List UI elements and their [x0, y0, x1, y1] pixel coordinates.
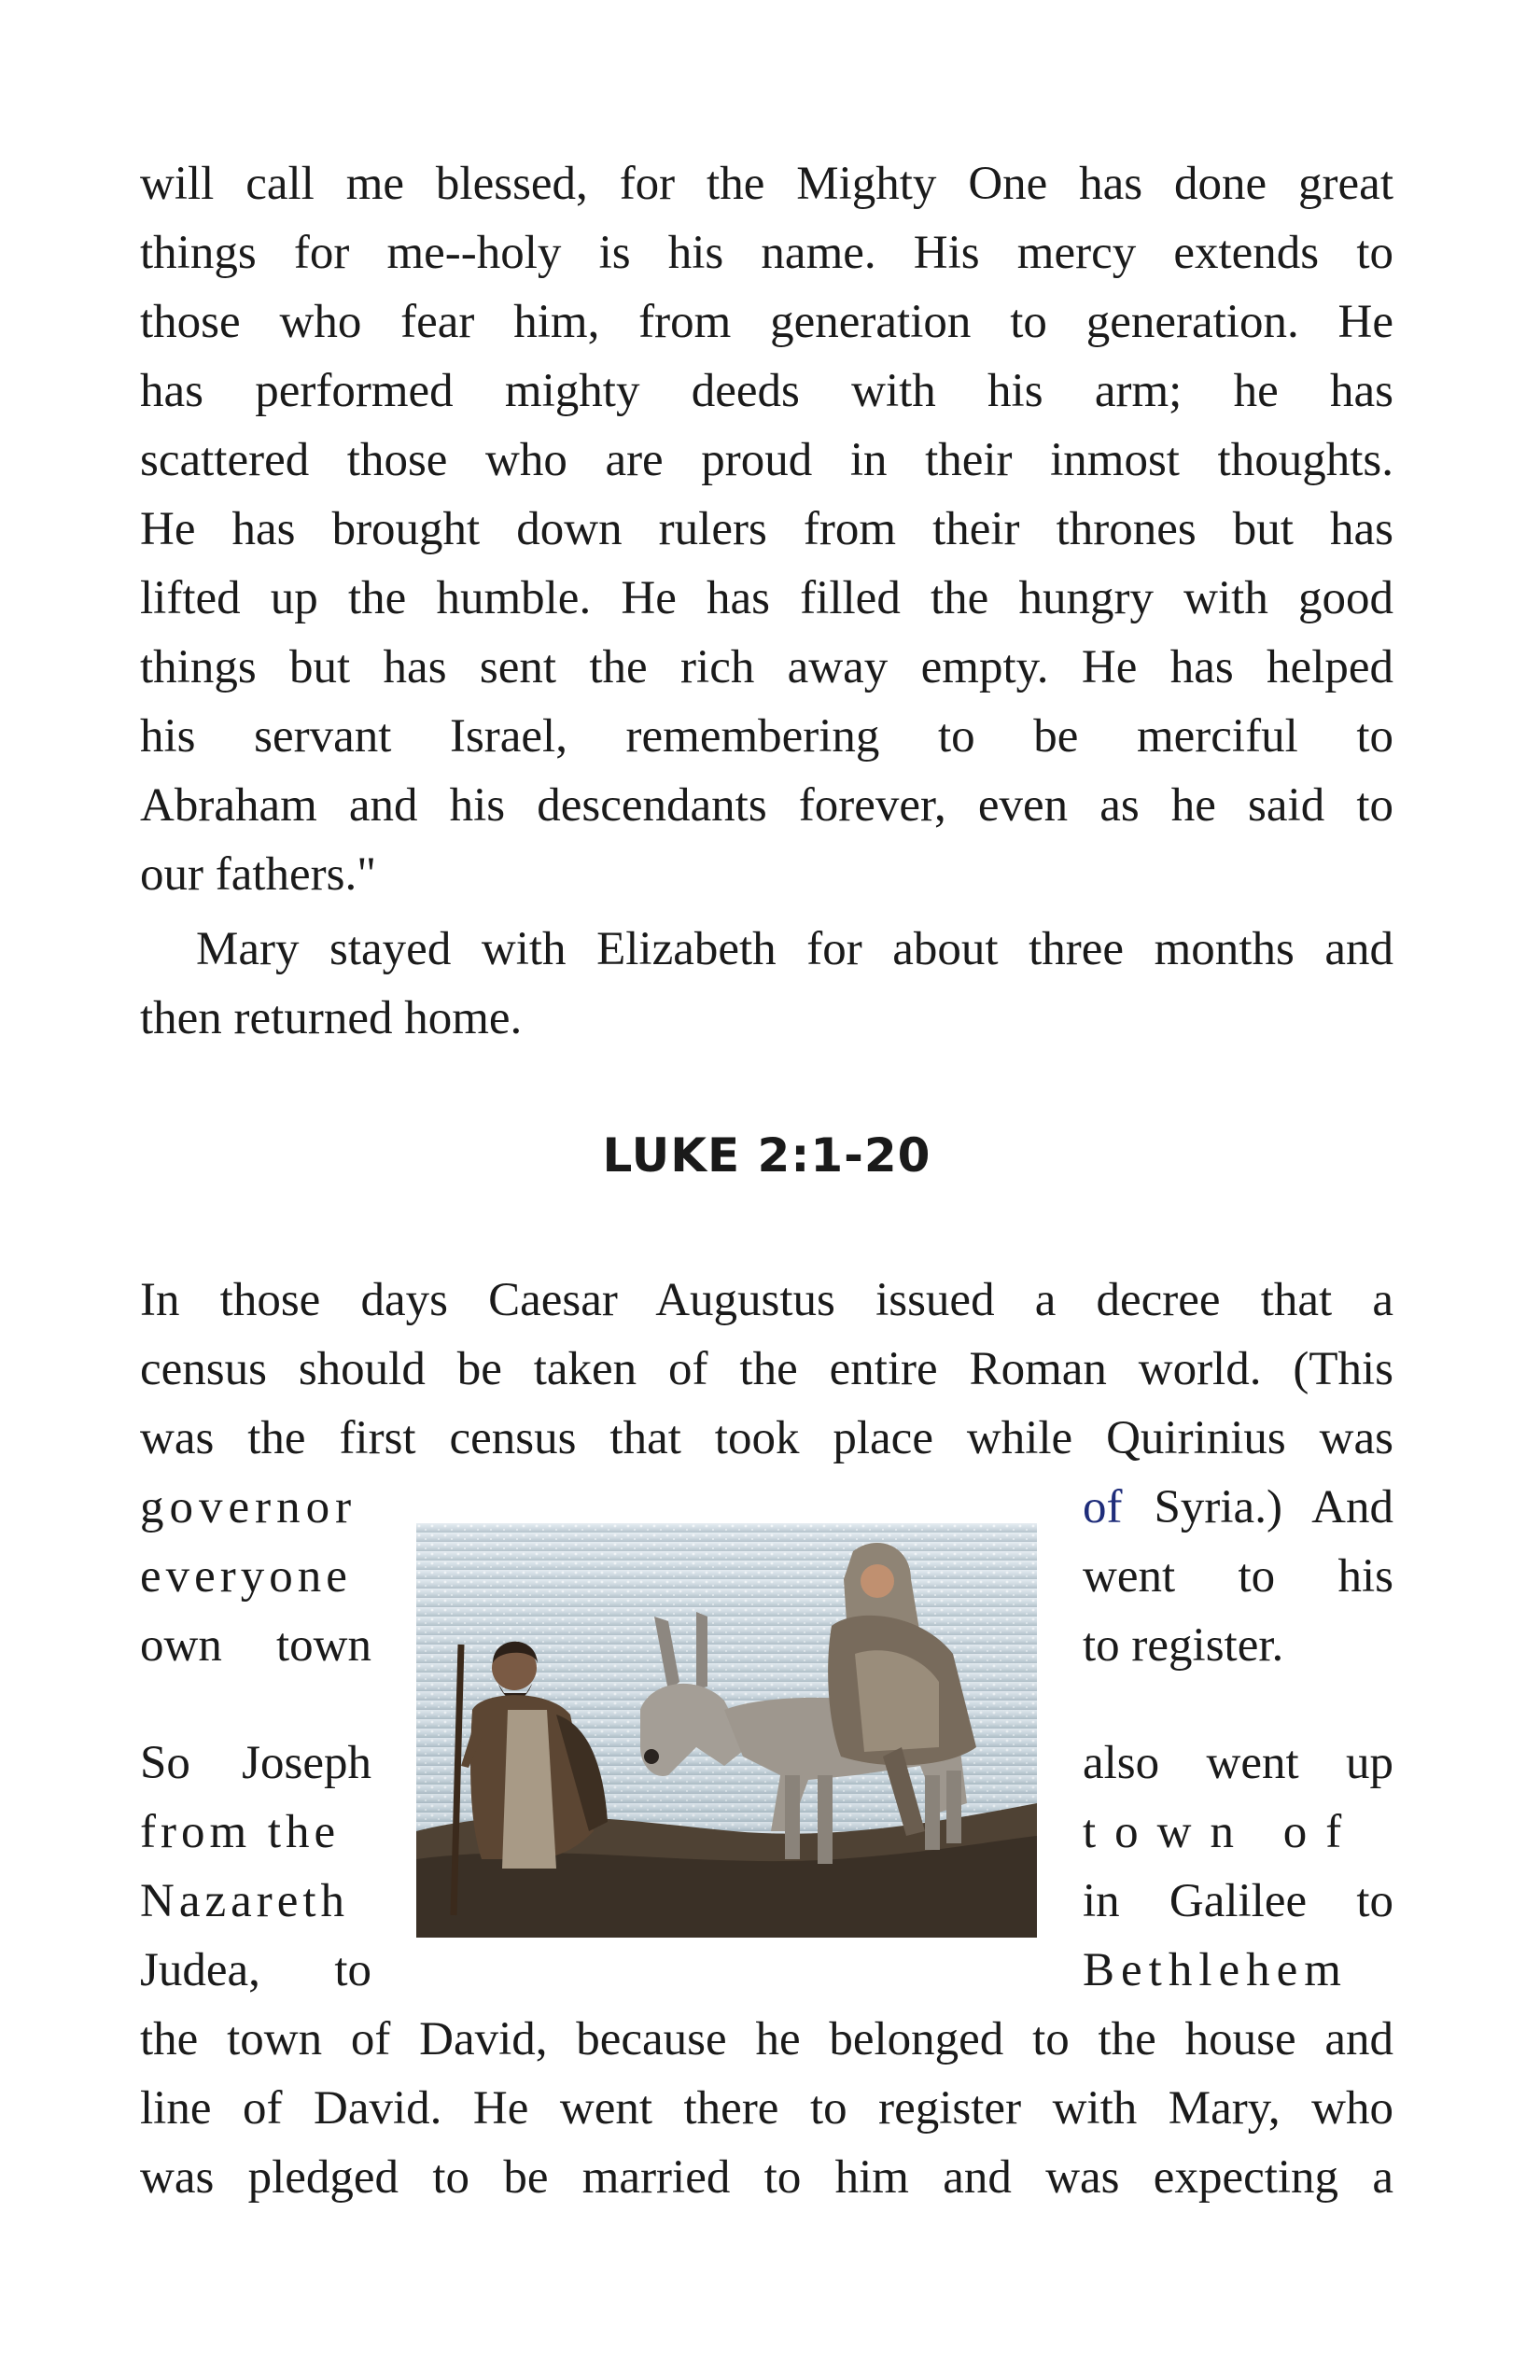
- text-line: was pledged to be married to him and was expecting a: [140, 2151, 1393, 2204]
- text-line: then returned home.: [140, 992, 523, 1044]
- nativity-journey-photo: [416, 1523, 1037, 1938]
- text-line: He has brought down rulers from their thrones but has: [140, 503, 1393, 555]
- text-line: lifted up the humble. He has filled the hungry with good: [140, 572, 1393, 624]
- text-line: Abraham and his descendants forever, even as he said to: [140, 779, 1393, 832]
- wrap-left-line: Nazareth: [140, 1875, 350, 1927]
- photo-illustration: [416, 1523, 1037, 1938]
- wrap-right-line: also went up: [1083, 1737, 1393, 1789]
- text-line: things for me--holy is his name. His mercy extends to: [140, 227, 1393, 279]
- wrap-right-line: went to his: [1083, 1550, 1393, 1603]
- wrap-right-line: in Galilee to: [1083, 1875, 1393, 1927]
- text-line: things but has sent the rich away empty. He has helped: [140, 641, 1393, 693]
- text-line: In those days Caesar Augustus issued a decree that a: [140, 1274, 1393, 1326]
- text-line: has performed mighty deeds with his arm; he has: [140, 365, 1393, 417]
- text-line: his servant Israel, remembering to be merciful to: [140, 710, 1393, 763]
- text-line: line of David. He went there to register with Mary, who: [140, 2082, 1393, 2135]
- text-line: our fathers.": [140, 848, 377, 901]
- text-line: Mary stayed with Elizabeth for about three months and: [196, 923, 1393, 975]
- text-line: census should be taken of the entire Roman world. (This: [140, 1343, 1393, 1395]
- text-line: will call me blessed, for the Mighty One has done great: [140, 158, 1393, 210]
- text-line: was the first census that took place while Quirinius was: [140, 1412, 1393, 1464]
- text-line: the town of David, because he belonged to the house and: [140, 2013, 1393, 2065]
- hyperlink-text[interactable]: of: [1083, 1481, 1123, 1533]
- wrap-left-line: Judea, to: [140, 1944, 371, 1996]
- text-line: those who fear him, from generation to generation. He: [140, 296, 1393, 348]
- wrap-right-line: to register.: [1083, 1619, 1284, 1672]
- wrap-right-line: Bethlehem: [1083, 1944, 1348, 1996]
- text-line: scattered those who are proud in their inmost thoughts.: [140, 434, 1393, 486]
- wrap-left-line: So Joseph: [140, 1737, 371, 1789]
- wrap-right-line: [1083, 1473, 1393, 1542]
- wrap-left-line: own town: [140, 1619, 371, 1672]
- wrap-right-text: Syria.) And: [1122, 1481, 1393, 1533]
- wrap-left-line: everyone: [140, 1550, 352, 1603]
- section-heading: LUKE 2:1-20: [602, 1128, 931, 1183]
- wrap-left-line: from the: [140, 1806, 341, 1858]
- wrap-left-line: governor: [140, 1481, 357, 1533]
- wrap-right-line: town of: [1083, 1806, 1361, 1858]
